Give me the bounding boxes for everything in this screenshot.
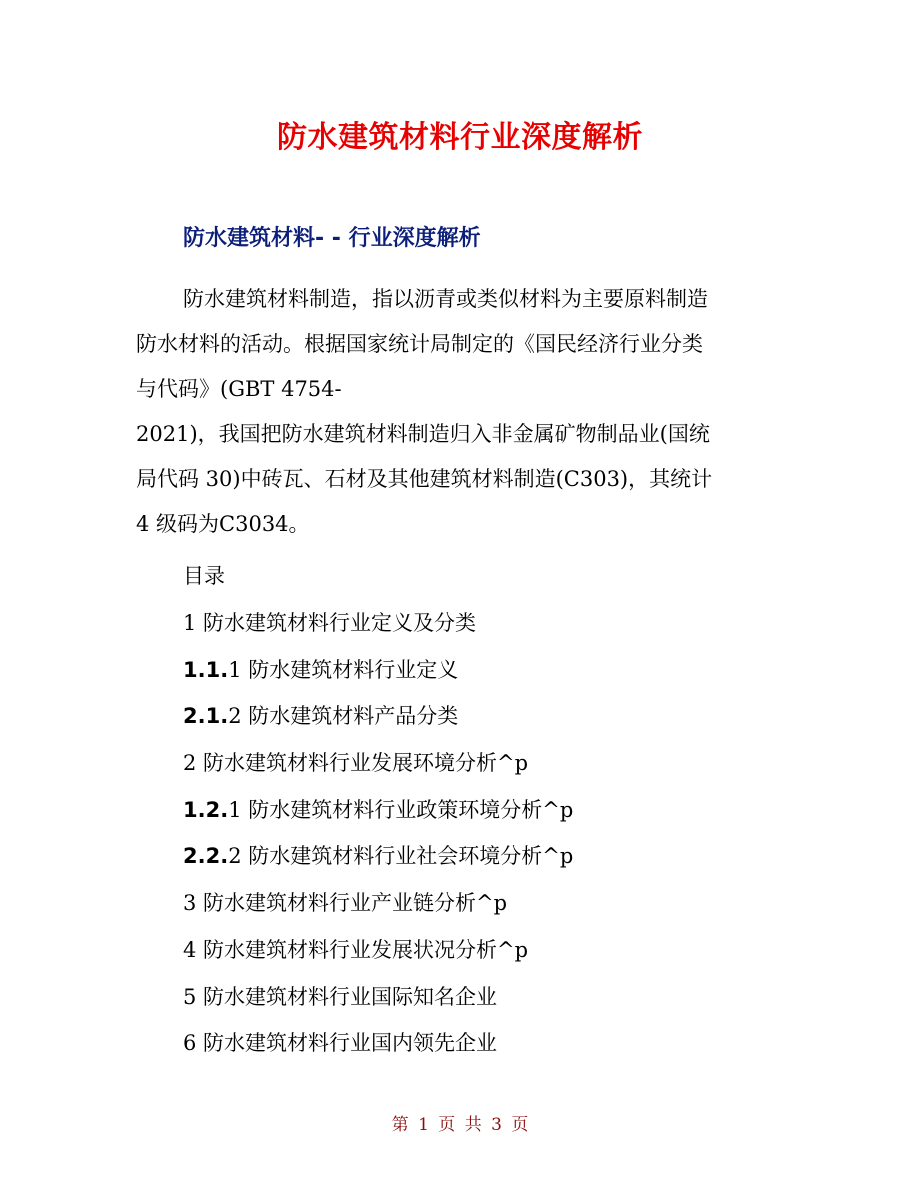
- paragraph-line: 4 级码为C3034。: [136, 512, 310, 536]
- toc-item-text: 2 防水建筑材料行业发展环境分析^p: [183, 751, 529, 776]
- toc-item-text: 4 防水建筑材料行业发展状况分析^p: [183, 937, 529, 962]
- toc-item-text: 2 防水建筑材料产品分类: [228, 704, 459, 729]
- toc-item: [183, 880, 573, 927]
- page-footer: 第 1 页 共 3 页: [391, 1115, 529, 1135]
- toc-item: [183, 647, 573, 694]
- document-subtitle: 防水建筑材料- - 行业深度解析: [183, 226, 481, 251]
- toc-item-prefix: 1.2.: [183, 797, 229, 822]
- toc-item-text: 2 防水建筑材料行业社会环境分析^p: [228, 844, 574, 869]
- toc-item-prefix: 2.2.: [183, 844, 229, 869]
- toc-item: [183, 693, 573, 740]
- paragraph-line: 防水建筑材料制造，指以沥青或类似材料为主要原料制造: [183, 287, 708, 311]
- paragraph-line: 防水材料的活动。根据国家统计局制定的《国民经济行业分类: [136, 332, 703, 356]
- toc-item: [183, 740, 573, 787]
- toc-heading: 目录: [183, 564, 225, 588]
- toc-item-prefix: 1.1.: [183, 657, 229, 682]
- intro-paragraph: [136, 277, 784, 547]
- toc-item-text: 1 防水建筑材料行业政策环境分析^p: [228, 797, 574, 822]
- toc-item-text: 1 防水建筑材料行业定义及分类: [183, 611, 477, 635]
- toc-item-text: 3 防水建筑材料行业产业链分析^p: [183, 891, 508, 916]
- toc-item: [183, 927, 573, 974]
- toc-item-text: 5 防水建筑材料行业国际知名企业: [183, 984, 498, 1009]
- toc-item: [183, 833, 573, 880]
- document-title: 防水建筑材料行业深度解析: [277, 120, 643, 155]
- paragraph-line: 局代码 30)中砖瓦、石材及其他建筑材料制造(C303)，其统计: [136, 467, 713, 491]
- toc-item-text: 6 防水建筑材料行业国内领先企业: [183, 1031, 498, 1056]
- toc-item-prefix: 2.1.: [183, 704, 229, 729]
- toc-item: [183, 787, 573, 834]
- paragraph-line: 与代码》(GBT 4754-: [136, 377, 342, 401]
- toc-item: [183, 600, 573, 647]
- toc-item: [183, 974, 573, 1021]
- toc-item: [183, 1020, 573, 1067]
- toc-item-text: 1 防水建筑材料行业定义: [228, 657, 459, 682]
- paragraph-line: 2021)，我国把防水建筑材料制造归入非金属矿物制品业(国统: [136, 422, 710, 446]
- table-of-contents: [183, 600, 573, 1067]
